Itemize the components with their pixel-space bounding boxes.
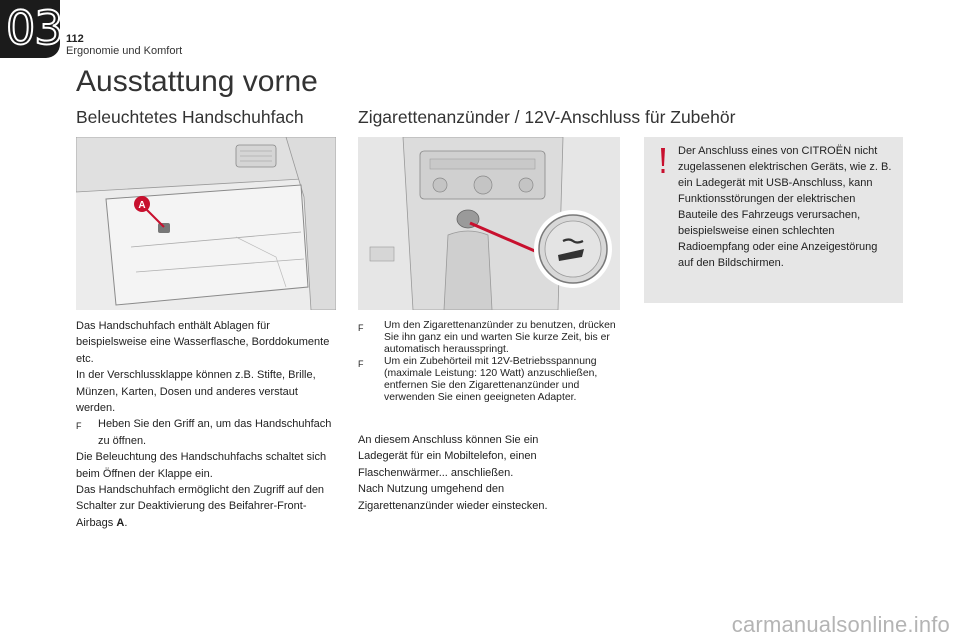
bullet-icon: F: [76, 421, 82, 432]
paragraph-end: .: [124, 516, 128, 529]
watermark: carmanualsonline.info: [731, 612, 950, 637]
list-item: [358, 320, 620, 356]
photo-label-a: A: [138, 200, 146, 211]
paragraph: Die Beleuchtung des Handschuhfachs schaltet sich beim Öffnen der Klappe ein.: [76, 451, 327, 480]
lighter-text: [358, 432, 590, 514]
bullet-icon: F: [358, 323, 364, 333]
section-title-glovebox: Beleuchtetes Handschuhfach: [76, 107, 304, 127]
lighter-instructions: [358, 320, 620, 404]
list-item: [76, 416, 338, 449]
lighter-photo: [358, 137, 620, 310]
section-title-lighter: Zigarettenanzünder / 12V-Anschluss für Zubehör: [358, 107, 736, 127]
chapter-title: Ergonomie und Komfort: [66, 45, 183, 57]
paragraph: Das Handschuhfach enthält Ablagen für beispielsweise eine Wasserflasche, Borddokumente etc.: [76, 320, 330, 365]
paragraph: Nach Nutzung umgehend den Zigarettenanzünder wieder einstecken.: [358, 483, 548, 512]
chapter-number: 03: [6, 1, 63, 55]
paragraph: An diesem Anschluss können Sie ein Ladegerät für ein Mobiltelefon, einen Flaschenwärmer... anschließen.: [358, 434, 539, 479]
bullet-text: Um ein Zubehörteil mit 12V-Betriebsspannung (maximale Leistung: 120 Watt) anzuschließen, entfernen Sie den Zigarettenanzünder und verwenden Sie einen geeigneten Adapter.: [384, 356, 598, 403]
paragraph: [76, 482, 338, 531]
warning-box: [644, 137, 903, 303]
paragraph-text: Das Handschuhfach ermöglicht den Zugriff auf den Schalter zur Deaktivierung des Beifahrer-Front-Airbags: [76, 484, 325, 529]
paragraph: In der Verschlussklappe können z.B. Stifte, Brille, Münzen, Karten, Dosen und anderes verstaut werden.: [76, 369, 316, 415]
airbag-reference: A: [116, 516, 125, 529]
warning-text: Der Anschluss eines von CITROËN nicht zugelassenen elektrischen Geräts, wie z. B. ein Ladegerät mit USB-Anschluss, kann Funktionsstörungen der elektrischen Bauteile des Fahrzeugs verursachen, beispielsweise einen schlechten Radioempfang oder eine Anzeigestörung auf den Bildschirmen.: [678, 145, 892, 269]
page-title: Ausstattung vorne: [76, 65, 318, 98]
warning-icon: [660, 148, 666, 174]
glovebox-photo: [76, 137, 336, 310]
page-number: 112: [66, 33, 84, 45]
chapter-tab: [0, 0, 63, 58]
bullet-text: Heben Sie den Griff an, um das Handschuhfach zu öffnen.: [98, 418, 332, 447]
glovebox-text: [76, 318, 338, 531]
bullet-icon: F: [358, 359, 364, 369]
bullet-text: Um den Zigarettenanzünder zu benutzen, drücken Sie ihn ganz ein und warten Sie kurze Zeit, bis er automatisch herausspringt.: [384, 320, 616, 355]
list-item: [358, 356, 620, 404]
